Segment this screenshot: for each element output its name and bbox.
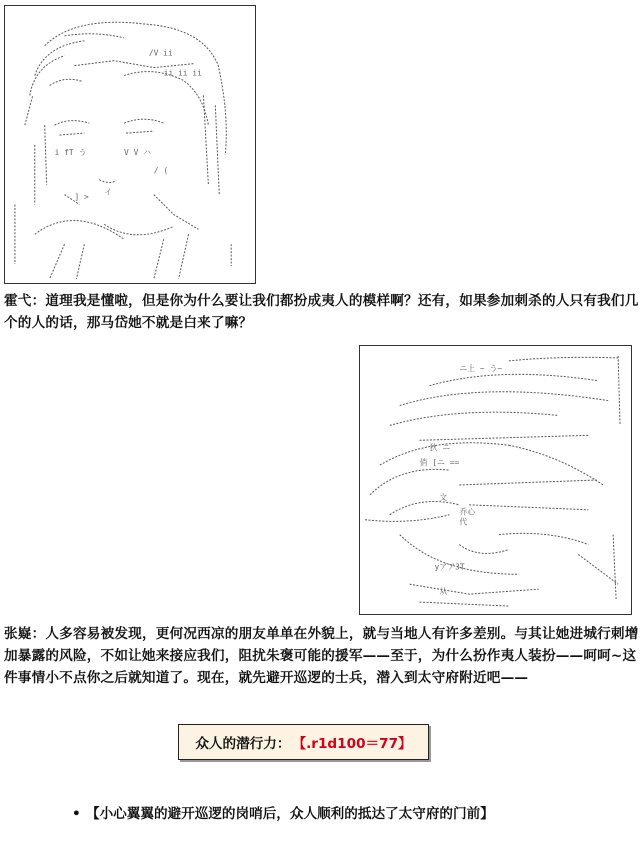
- svg-text:yアア3T: yアア3T: [434, 562, 465, 572]
- svg-text:イ: イ: [104, 187, 113, 197]
- ascii-art-drawing: [5, 6, 255, 283]
- svg-text:i fT う: i fT う: [54, 147, 87, 157]
- dialogue-text: 道理我是懂啦，但是你为什么要让我们都扮成夷人的模样啊？还有，如果参加刺杀的人只有我们几个的人的话，那马岱她不就是白来了嘛？: [4, 293, 639, 331]
- dialogue-huoyi: 霍弋：道理我是懂啦，但是你为什么要让我们都扮成夷人的模样啊？还有，如果参加刺杀的人只有我们几个的人的话，那马岱她不就是白来了嘛？: [4, 293, 639, 331]
- ascii-art-drawing: [360, 346, 631, 614]
- speaker-name: 霍弋: [4, 293, 32, 309]
- roll-label: 众人的潜行力：: [195, 736, 291, 752]
- speaker-name: 张嶷: [4, 626, 32, 642]
- bullet-icon: •: [72, 806, 81, 822]
- dice-roll-box: [178, 724, 429, 760]
- svg-text:ニ上 ~ う~: ニ上 ~ う~: [459, 363, 503, 373]
- svg-text:ii ii ii: ii ii ii: [163, 68, 202, 78]
- narration-summary: [72, 803, 632, 825]
- svg-text:俏 [ニ ==: 俏 [ニ ==: [419, 458, 460, 468]
- svg-text:V V ハ: V V ハ: [124, 147, 152, 157]
- roll-result: 【.r1d100＝77】: [292, 736, 412, 752]
- svg-text:代: 代: [459, 517, 468, 527]
- svg-text:] >: ] >: [74, 192, 89, 202]
- svg-text:/ (: / (: [153, 165, 169, 175]
- svg-text:从: 从: [439, 587, 448, 597]
- ascii-art-portrait-huoyi: [4, 5, 256, 284]
- summary-text: 【小心翼翼的避开巡逻的岗哨后，众人顺利的抵达了太守府的门前】: [86, 806, 494, 822]
- ascii-art-portrait-zhangyi: [359, 345, 632, 615]
- dialogue-zhangyi: 张嶷：人多容易被发现，更何况西凉的朋友单单在外貌上，就与当地人有许多差别。与其让她进城行刺增加暴露的风险，不如让她来接应我们，阻扰朱褒可能的援军——至于，为什么扮作夷人装扮——呵呵~这件事情小不点你之后就知道了。现在，就先避开巡逻的士兵，潜入到太守府附近吧——: [4, 626, 639, 686]
- svg-text:/V ii: /V ii: [148, 48, 173, 58]
- dialogue-text: 人多容易被发现，更何况西凉的朋友单单在外貌上，就与当地人有许多差别。与其让她进城行刺增加暴露的风险，不如让她来接应我们，阻扰朱褒可能的援军——至于，为什么扮作夷人装扮——呵呵~这件事情小不点你之后就知道了。现在，就先避开巡逻的士兵，潜入到太守府附近吧——: [4, 626, 639, 686]
- svg-text:乔心: 乔心: [459, 507, 476, 517]
- svg-text:狄 ニ: 狄 ニ: [429, 443, 451, 453]
- svg-text:文: 文: [439, 492, 448, 502]
